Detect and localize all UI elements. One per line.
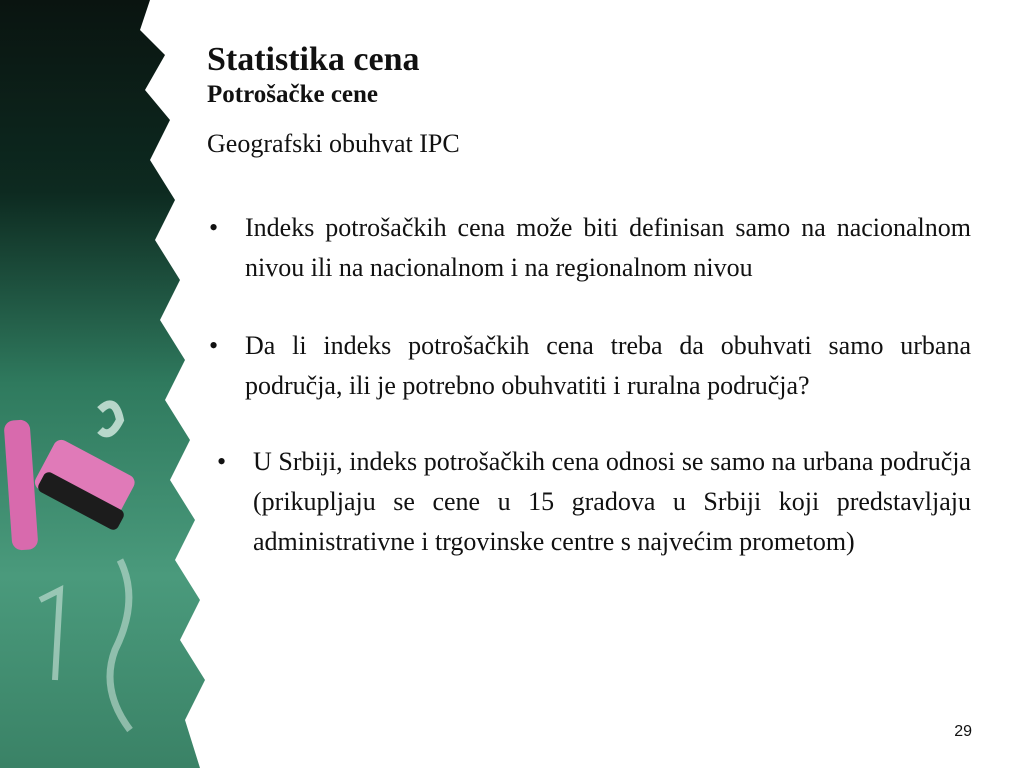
chalkboard-edge: [0, 0, 205, 768]
slide-content: [207, 40, 971, 562]
bullet-text: U Srbiji, indeks potrošačkih cena odnosi se samo na urbana područja (prikupljaju se cene u 15 gradova u Srbiji koji predstavljaju administrativne i trgovinske centre s najvećim prometom): [253, 447, 971, 556]
page-number: 29: [954, 723, 972, 740]
bullet-text: Indeks potrošačkih cena može biti definisan samo na nacionalnom nivou ili na nacionalnom i na regionalnom nivou: [245, 213, 971, 282]
bullet-text: Da li indeks potrošačkih cena treba da obuhvati samo urbana područja, ili je potrebno obuhvatiti i ruralna područja?: [245, 331, 971, 400]
bullet-item: [207, 326, 971, 406]
bullet-item: [207, 442, 971, 562]
bullet-item: [207, 208, 971, 288]
bullet-list: [207, 208, 971, 562]
section-heading: Geografski obuhvat IPC: [207, 129, 460, 158]
chalkboard-decoration: [0, 0, 210, 768]
slide-subtitle: Potrošačke cene: [207, 81, 379, 108]
slide-title: Statistika cena: [207, 41, 420, 78]
bullet-dot-icon: •: [209, 213, 219, 242]
bullet-dot-icon: •: [209, 331, 219, 360]
bullet-dot-icon: •: [217, 447, 227, 476]
